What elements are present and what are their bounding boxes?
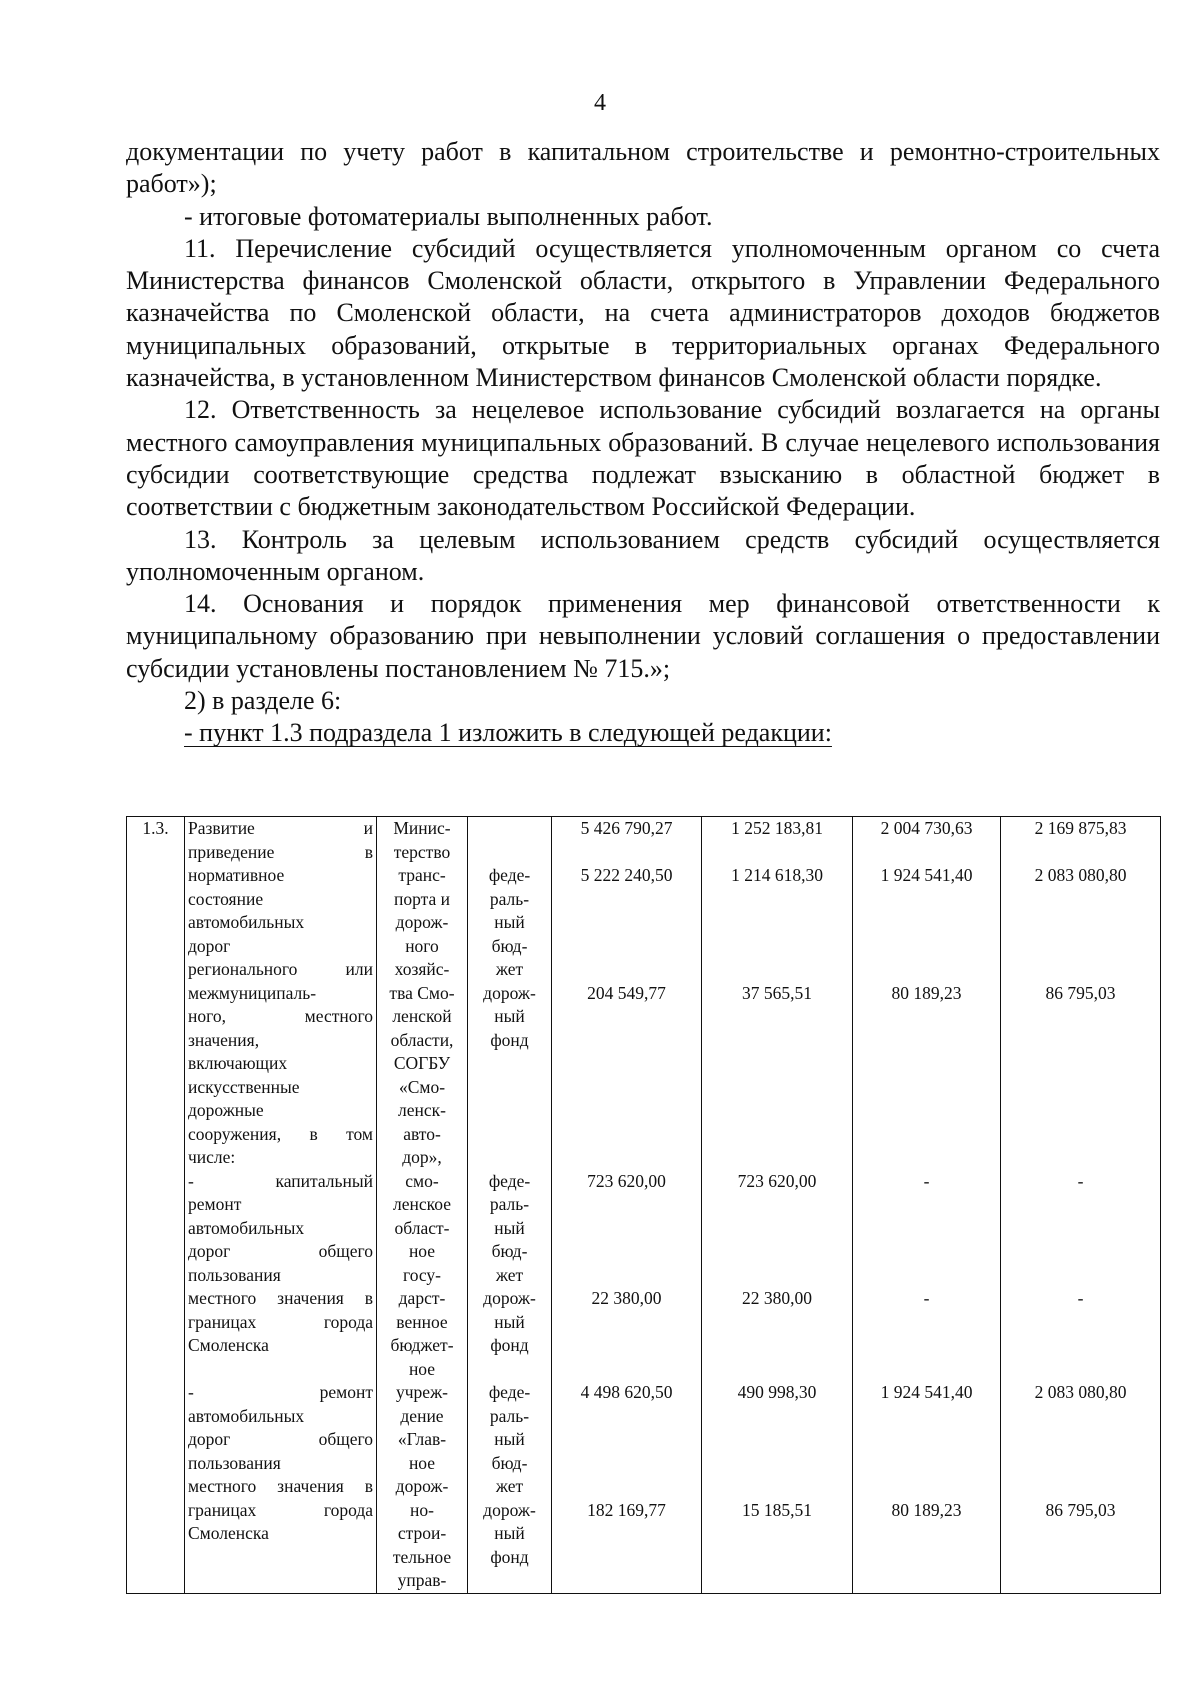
year-1-amount-cell: [702, 817, 853, 1594]
funding-source-line: дорож-: [483, 1288, 536, 1308]
amount-value: 80 189,23: [891, 982, 962, 1003]
description-line: дорог общего: [188, 1241, 373, 1261]
paragraph-13: 13. Контроль за целевым использованием средств субсидий осуществляется уполномоченным органом.: [126, 524, 1160, 586]
executor-line: но-: [410, 1499, 434, 1520]
amount-value: 80 189,23: [891, 1499, 962, 1520]
paragraph-14: 14. Основания и порядок применения мер финансовой ответственности к муниципальному образованию при невыполнении условий соглашения о предоставлении субсидии установлены постановлением № 715.»;: [126, 589, 1160, 683]
executor-line: Минис-: [393, 818, 451, 838]
underlined-instruction: - пункт 1.3 подраздела 1 изложить в следующей редакции:: [184, 718, 832, 748]
funding-source-line: ный: [494, 1429, 525, 1449]
description-line: ного, местного: [188, 1006, 373, 1026]
executor-line: транс-: [398, 865, 446, 885]
executor-line: ного: [405, 935, 439, 956]
amount-value: 1 924 541,40: [880, 1382, 973, 1402]
executor-line: СОГБУ: [393, 1053, 451, 1073]
funding-source-line: ный: [494, 912, 525, 932]
year-3-amount-cell: [1001, 817, 1161, 1594]
funding-source-line: феде-: [488, 1382, 531, 1402]
description-line: Смоленска: [188, 1335, 269, 1355]
description-line: включающих: [188, 1053, 288, 1073]
paragraph-continuation: документации по учету работ в капитальном строительстве и ремонтно-строительных работ»);: [126, 137, 1160, 199]
executor-line: управ-: [397, 1570, 447, 1590]
page-number: 4: [594, 90, 606, 116]
amount-value: 37 565,51: [742, 982, 812, 1003]
item-number-cell: 1.3.: [127, 817, 185, 1594]
amount-value: 22 380,00: [742, 1288, 812, 1308]
funding-source-line: раль-: [489, 888, 530, 909]
description-line: пользования: [188, 1264, 281, 1285]
executor-line: ленское: [393, 1194, 451, 1214]
funding-source-line: дорож-: [483, 982, 536, 1003]
amount-value: 2 083 080,80: [1034, 865, 1127, 885]
funding-source-line: ный: [494, 1311, 525, 1332]
description-line: числе:: [188, 1147, 236, 1167]
description-line: дорожные: [188, 1100, 264, 1120]
amount-value: 2 004 730,63: [880, 818, 973, 838]
amount-value: 723 620,00: [587, 1170, 666, 1191]
executor-line: бюджет-: [390, 1335, 454, 1355]
executor-line: «Смо-: [398, 1076, 446, 1097]
description-line: приведение в: [188, 841, 373, 862]
executor-line: терство: [393, 841, 451, 862]
executor-line: ное: [408, 1452, 436, 1473]
amount-value: 22 380,00: [591, 1288, 662, 1308]
description-line: состояние: [188, 888, 264, 909]
funding-source-line: ный: [494, 1006, 525, 1026]
description-line: значения,: [188, 1029, 260, 1050]
amount-value: 5 426 790,27: [580, 818, 673, 838]
funding-source-cell: [468, 817, 552, 1594]
total-amount-cell: [552, 817, 702, 1594]
amount-value: 1 252 183,81: [731, 818, 823, 838]
paragraph-photo-materials: - итоговые фотоматериалы выполненных работ.: [184, 201, 713, 231]
description-cell: [185, 817, 377, 1594]
description-line: автомобильных: [188, 1217, 305, 1238]
description-line: ремонт: [188, 1194, 242, 1214]
executor-line: строи-: [397, 1523, 447, 1543]
funding-source-line: дорож-: [483, 1499, 536, 1520]
executor-line: дорож-: [395, 1476, 449, 1496]
executor-line: тельное: [392, 1546, 452, 1567]
executor-line: ное: [408, 1358, 436, 1379]
description-line: пользования: [188, 1452, 281, 1473]
funding-source-line: раль-: [489, 1405, 530, 1426]
amount-value: -: [923, 1288, 930, 1308]
executor-line: учреж-: [396, 1382, 448, 1402]
amount-value: -: [923, 1170, 930, 1191]
funding-source-line: бюд-: [491, 1241, 528, 1261]
funding-source-line: ный: [494, 1217, 525, 1238]
executor-line: порта и: [393, 888, 450, 909]
table-row: [127, 817, 1161, 1594]
funding-source-line: фонд: [490, 1546, 529, 1567]
amount-value: -: [1077, 1288, 1084, 1308]
executor-line: области,: [390, 1029, 454, 1050]
paragraph-item-1-3: [126, 717, 1160, 749]
description-line: нормативное: [188, 865, 285, 885]
description-line: - ремонт: [188, 1382, 373, 1402]
amount-value: 5 222 240,50: [580, 865, 673, 885]
description-line: [188, 1358, 373, 1382]
executor-line: дение: [400, 1405, 444, 1426]
program-table: [126, 816, 1161, 1594]
funding-source-line: бюд-: [491, 1452, 528, 1473]
description-line: - капитальный: [188, 1170, 373, 1191]
description-line: дорог общего: [188, 1429, 373, 1449]
funding-source-line: ный: [494, 1523, 525, 1543]
description-line: местного значения в: [188, 1288, 373, 1308]
year-2-amount-cell: [853, 817, 1001, 1594]
funding-source-line: феде-: [488, 865, 531, 885]
description-line: дорог: [188, 935, 231, 956]
funding-source-line: раль-: [489, 1194, 530, 1214]
amount-value: 15 185,51: [742, 1499, 812, 1520]
funding-source-line: бюд-: [491, 935, 528, 956]
funding-source-line: феде-: [488, 1170, 531, 1191]
funding-source-line: жет: [495, 1476, 524, 1496]
description-line: Развитие и: [188, 818, 373, 838]
paragraph-12: 12. Ответственность за нецелевое использование субсидий возлагается на органы местного самоуправления муниципальных образований. В случае нецелевого использования субсидии соответствующие средства подлежат взысканию в областной бюджет в соответствии с бюджетным законодательством Российской Федерации.: [126, 395, 1160, 522]
description-line: искусственные: [188, 1076, 300, 1097]
executor-line: «Глав-: [397, 1429, 447, 1449]
executor-line: госу-: [402, 1264, 442, 1285]
executor-line: ное: [408, 1241, 436, 1261]
executor-line: ленск-: [398, 1100, 446, 1120]
executor-line: авто-: [403, 1123, 441, 1144]
executor-line: смо-: [405, 1170, 439, 1191]
paragraph-section-6: 2) в разделе 6:: [184, 686, 342, 716]
amount-value: 182 169,77: [587, 1499, 666, 1520]
executor-line: дорож-: [395, 912, 449, 932]
amount-value: 2 083 080,80: [1034, 1382, 1127, 1402]
description-line: межмуниципаль-: [188, 982, 317, 1003]
amount-value: 1 924 541,40: [880, 865, 973, 885]
funding-source-line: жет: [495, 959, 524, 979]
amount-value: 204 549,77: [587, 982, 666, 1003]
description-line: автомобильных: [188, 912, 305, 932]
description-line: сооружения, в том: [188, 1123, 373, 1144]
amount-value: 490 998,30: [737, 1382, 817, 1402]
funding-source-line: фонд: [490, 1029, 529, 1050]
paragraph-11: 11. Перечисление субсидий осуществляется уполномоченным органом со счета Министерства финансов Смоленской области, открытого в Управлении Федерального казначейства по Смоленской области, на счета администраторов доходов бюджетов муниципальных образований, открытые в территориальных органах Федерального казначейства, в установленном Министерством финансов Смоленской области порядке.: [126, 233, 1160, 393]
executor-cell: [377, 817, 468, 1594]
executor-line: венное: [396, 1311, 448, 1332]
executor-line: област-: [394, 1217, 450, 1238]
executor-line: дор»,: [402, 1147, 442, 1167]
description-line: регионального или: [188, 959, 373, 979]
funding-source-line: жет: [495, 1264, 524, 1285]
amount-value: 4 498 620,50: [580, 1382, 673, 1402]
amount-value: 1 214 618,30: [731, 865, 823, 885]
description-line: автомобильных: [188, 1405, 305, 1426]
description-line: границах города: [188, 1499, 373, 1520]
description-line: границах города: [188, 1311, 373, 1332]
executor-line: тва Смо-: [389, 982, 455, 1003]
executor-line: дарст-: [398, 1288, 446, 1308]
document-body: [126, 136, 1160, 750]
description-line: местного значения в: [188, 1476, 373, 1496]
description-line: Смоленска: [188, 1523, 269, 1543]
executor-line: ленской: [392, 1006, 452, 1026]
amount-value: 723 620,00: [737, 1170, 817, 1191]
funding-source-line: фонд: [490, 1335, 529, 1355]
amount-value: 86 795,03: [1045, 1499, 1116, 1520]
amount-value: 86 795,03: [1045, 982, 1116, 1003]
amount-value: 2 169 875,83: [1034, 818, 1127, 838]
executor-line: хозяйс-: [394, 959, 450, 979]
amount-value: -: [1077, 1170, 1084, 1191]
